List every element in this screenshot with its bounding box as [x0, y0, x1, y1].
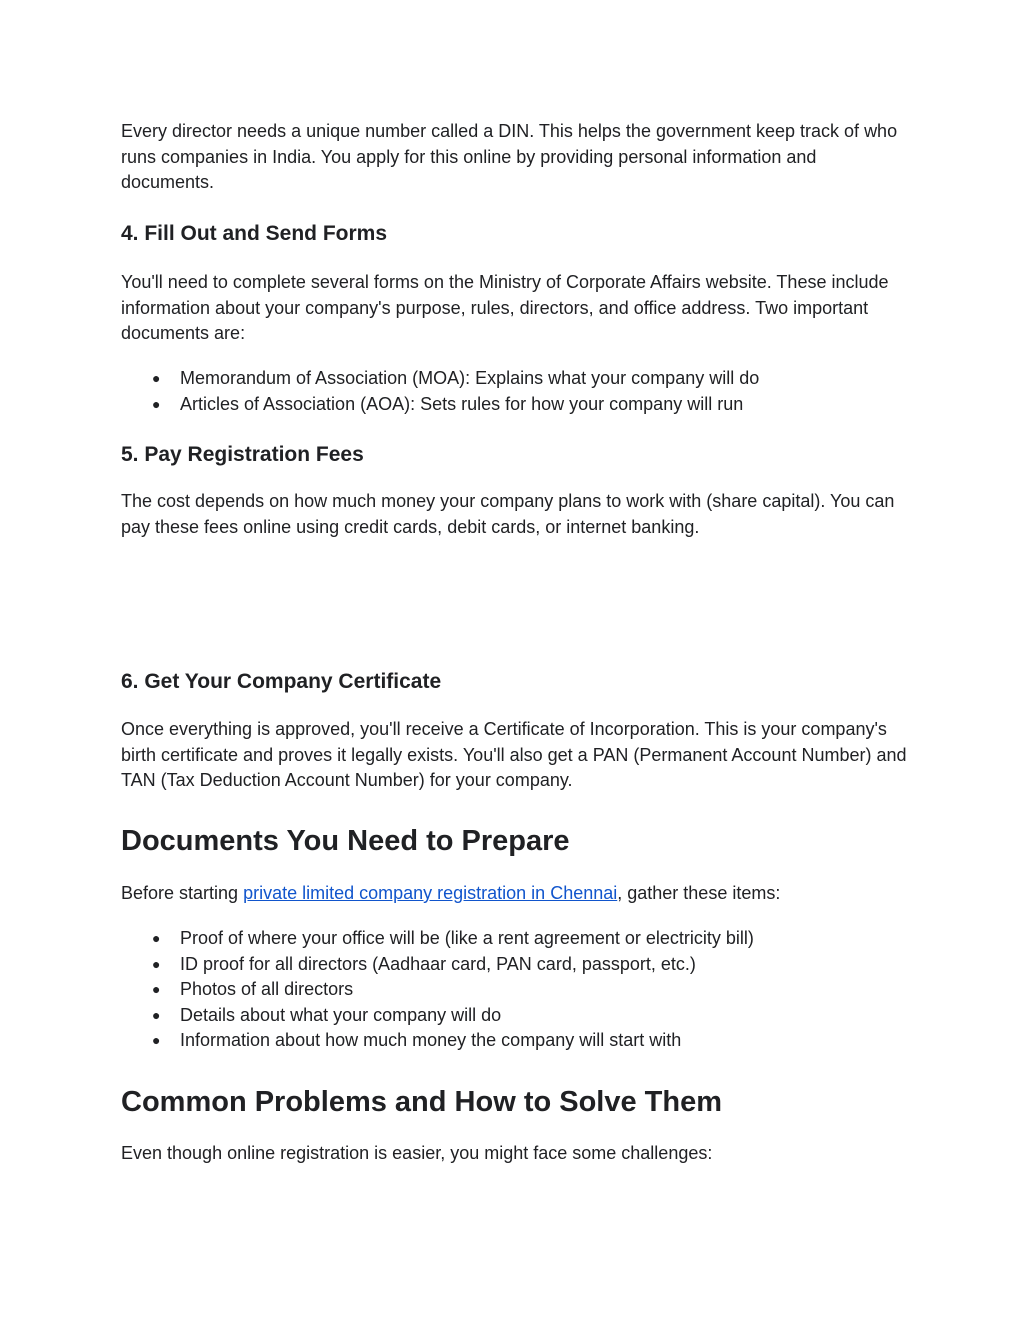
bullet-icon: ●	[152, 981, 161, 997]
bullet-icon: ●	[152, 1006, 161, 1023]
list-item-text: Articles of Association (AOA): Sets rules for how your company will run	[180, 393, 744, 414]
step6-paragraph: Once everything is approved, you'll receive a Certificate of Incorporation. This is your company's birth certificate and proves it legally exists. You'll also get a PAN (Permanent Account Number) and TAN (Tax Deduction Account Number) for your company.	[121, 719, 907, 790]
step4-body	[121, 270, 911, 347]
list-item-text: Details about what your company will do	[180, 1004, 502, 1025]
step4-section	[121, 221, 911, 247]
bullet-icon: ●	[152, 930, 161, 946]
step5-paragraph: The cost depends on how much money your company plans to work with (share capital). You can pay these fees online using credit cards, debit cards, or internet banking.	[121, 491, 895, 537]
list-item	[121, 926, 911, 952]
bullet-icon: ●	[152, 955, 161, 972]
list-item-text: ID proof for all directors (Aadhaar card, PAN card, passport, etc.)	[180, 953, 696, 974]
problems-heading: Common Problems and How to Solve Them	[121, 1086, 723, 1118]
bullet-icon: ●	[152, 1032, 161, 1048]
list-item-text: Photos of all directors	[180, 979, 354, 999]
step4-paragraph: You'll need to complete several forms on the Ministry of Corporate Affairs website. These include information about your company's purpose, rules, directors, and office address. Two important documents are:	[121, 272, 889, 343]
registration-chennai-link[interactable]: private limited company registration in Chennai	[243, 883, 618, 903]
din-section	[121, 119, 911, 196]
list-item-text: Memorandum of Association (MOA): Explains what your company will do	[180, 368, 760, 388]
step4-list	[121, 366, 911, 417]
documents-list	[121, 926, 911, 1054]
list-item-text: Information about how much money the company will start with	[180, 1030, 682, 1050]
problems-section	[121, 1085, 911, 1119]
documents-intro-before: Before starting	[121, 883, 244, 903]
din-paragraph: Every director needs a unique number called a DIN. This helps the government keep track of who runs companies in India. You apply for this online by providing personal information and documents.	[121, 121, 898, 192]
step6-heading: 6. Get Your Company Certificate	[121, 670, 442, 693]
documents-heading: Documents You Need to Prepare	[121, 825, 570, 857]
step5-section	[121, 442, 911, 468]
step6-section	[121, 669, 911, 695]
documents-list-block	[121, 926, 911, 1054]
list-item	[121, 952, 911, 978]
step5-body	[121, 489, 911, 540]
list-item	[121, 366, 911, 392]
list-item	[121, 1003, 911, 1029]
list-item	[121, 392, 911, 418]
moa-aoa-list	[121, 366, 911, 417]
list-item-text: Proof of where your office will be (like a rent agreement or electricity bill)	[180, 928, 754, 948]
step6-body	[121, 717, 911, 794]
documents-intro-after: , gather these items:	[617, 883, 781, 903]
list-item	[121, 977, 911, 1003]
bullet-icon: ●	[152, 370, 161, 386]
documents-section	[121, 824, 911, 858]
bullet-icon: ●	[152, 395, 161, 412]
documents-intro-paragraph	[121, 881, 911, 907]
problems-body	[121, 1141, 911, 1167]
step4-heading: 4. Fill Out and Send Forms	[121, 222, 388, 245]
step5-heading: 5. Pay Registration Fees	[121, 443, 364, 466]
list-item	[121, 1028, 911, 1054]
problems-paragraph: Even though online registration is easier, you might face some challenges:	[121, 1143, 713, 1163]
documents-intro	[121, 881, 911, 907]
